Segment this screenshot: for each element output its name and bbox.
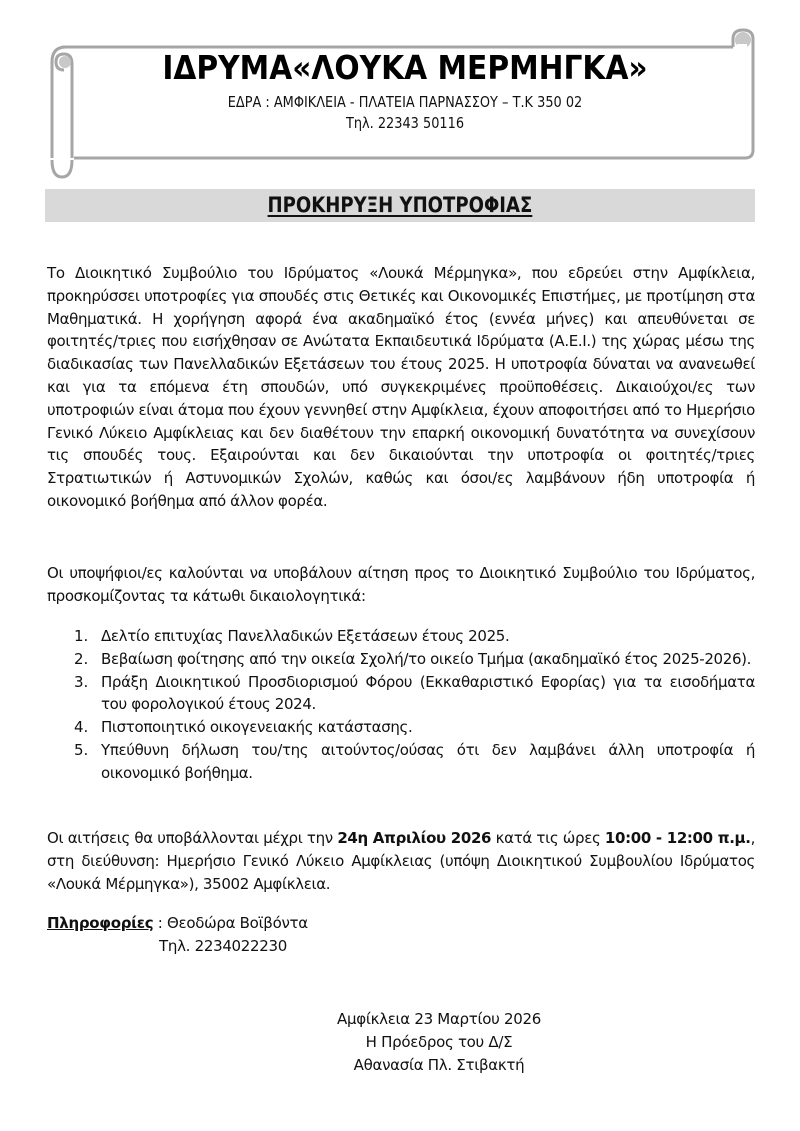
- deadline-hours: 10:00 - 12:00 π.μ.: [604, 829, 751, 847]
- call-paragraph: Οι υποψήφιοι/ες καλούνται να υποβάλουν αίτηση προς το Διοικητικό Συμβούλιο του Ιδρύματος, προσκομίζοντας τα κάτωθι δικαιολογητικά:: [47, 564, 755, 605]
- intro-paragraph: Το Διοικητικό Συμβούλιο του Ιδρύματος «Λουκά Μέρμηγκα», που εδρεύει στην Αμφίκλεια, προκηρύσσει υποτροφίες για σπουδές στις Θετικές και Οικονομικές Επιστήμες, με προτίμηση στα Μαθηματικά. Η χορήγηση αφορά ένα ακαδημαϊκό έτος (εννέα μήνες) και απευθύνεται σε φοιτητές/τριες που εισήχθησαν σε Ανώτατα Εκπαιδευτικά Ιδρύματα (Α.Ε.Ι.) της χώρας μέσω της διαδικασίας των Πανελλαδικών Εξετάσεων του έτους 2025. Η υποτροφία δύναται να ανανεωθεί και για τα επόμενα έτη σπουδών, υπό συγκεκριμένες προϋποθέσεις. Δικαιούχοι/ες των υποτροφιών είναι άτομα που έχουν γεννηθεί στην Αμφίκλεια, έχουν αποφοιτήσει από το Ημερήσιο Γενικό Λύκειο Αμφίκλειας και δεν διαθέτουν την επαρκή οικονομική δυνατότητα να συνεχίσουν τις σπουδές τους. Εξαιρούνται και δεν δικαιούνται την υποτροφία οι φοιτητές/τριες Στρατιωτικών ή Αστυνομικών Σχολών, καθώς και όσοι/ες λαμβάνουν ήδη υποτροφία ή οικονομικό βοήθημα από άλλον φορέα.: [47, 264, 755, 510]
- announcement-heading: ΠΡΟΚΗΡΥΞΗ ΥΠΟΤΡΟΦΙΑΣ: [267, 193, 533, 217]
- requirement-item: [74, 625, 755, 648]
- signature-role: Η Πρόεδρος του Δ/Σ: [365, 1032, 513, 1051]
- announcement-heading-bar: [45, 189, 755, 222]
- deadline-paragraph-block: [47, 827, 755, 895]
- signature-name: Αθανασία Πλ. Στιβακτή: [353, 1055, 525, 1074]
- requirement-item: [74, 671, 755, 717]
- requirement-item: [74, 648, 755, 671]
- requirement-number: 5.: [74, 740, 89, 759]
- deadline-text-mid: κατά τις ώρες: [491, 829, 605, 847]
- foundation-phone: Τηλ. 22343 50116: [345, 114, 465, 132]
- contact-separator: :: [153, 914, 168, 932]
- foundation-title: ΙΔΡΥΜΑ«ΛΟΥΚΑ ΜΕΡΜΗΓΚΑ»: [162, 48, 648, 87]
- requirement-number: 3.: [74, 672, 89, 691]
- contact-name: Θεοδώρα Βοϊβόντα: [167, 914, 308, 932]
- signature-place-date: Αμφίκλεια 23 Μαρτίου 2026: [337, 1010, 541, 1028]
- requirement-item: [74, 716, 755, 739]
- requirement-text: Βεβαίωση φοίτησης από την οικεία Σχολή/το οικείο Τμήμα (ακαδημαϊκό έτος 2025-2026).: [101, 649, 752, 668]
- deadline-date: 24η Απριλίου 2026: [337, 829, 492, 847]
- letterhead: [60, 48, 750, 134]
- requirement-text: Πιστοποιητικό οικογενειακής κατάστασης.: [101, 718, 413, 737]
- requirement-text: Πράξη Διοικητικού Προσδιορισμού Φόρου (Εκκαθαριστικό Εφορίας) για τα εισοδήματα του φορολογικού έτους 2024.: [101, 672, 755, 714]
- requirement-number: 1.: [74, 627, 89, 645]
- foundation-address: ΕΔΡΑ : ΑΜΦΙΚΛΕΙΑ - ΠΛΑΤΕΙΑ ΠΑΡΝΑΣΣΟΥ – Τ.Κ 350 02: [227, 93, 583, 111]
- deadline-text-post: , στη διεύθυνση: Ημερήσιο Γενικό Λύκειο Αμφίκλειας (υπόψη Διοικητικού Συμβουλίου Ιδρύματος «Λουκά Μέρμηγκα»), 35002 Αμφίκλεια.: [47, 829, 756, 893]
- requirement-number: 4.: [74, 718, 89, 737]
- deadline-text-pre: Οι αιτήσεις θα υποβάλλονται μέχρι την: [47, 829, 338, 847]
- call-paragraph-block: [47, 562, 755, 608]
- deadline-paragraph: [47, 827, 755, 895]
- contact-info: [47, 912, 308, 935]
- contact-phone: Τηλ. 2234022230: [159, 937, 288, 955]
- requirement-text: Υπεύθυνη δήλωση του/της αιτούντος/ούσας ότι δεν λαμβάνει άλλη υποτροφία ή οικονομικό βοήθημα.: [101, 740, 755, 782]
- intro-paragraph-block: [47, 262, 755, 513]
- signature-block: [280, 1008, 598, 1076]
- requirement-text: Δελτίο επιτυχίας Πανελλαδικών Εξετάσεων έτους 2025.: [101, 627, 510, 645]
- requirement-number: 2.: [74, 649, 89, 668]
- contact-label: Πληροφορίες: [47, 914, 154, 932]
- requirements-list: [74, 625, 755, 785]
- requirement-item: [74, 739, 755, 785]
